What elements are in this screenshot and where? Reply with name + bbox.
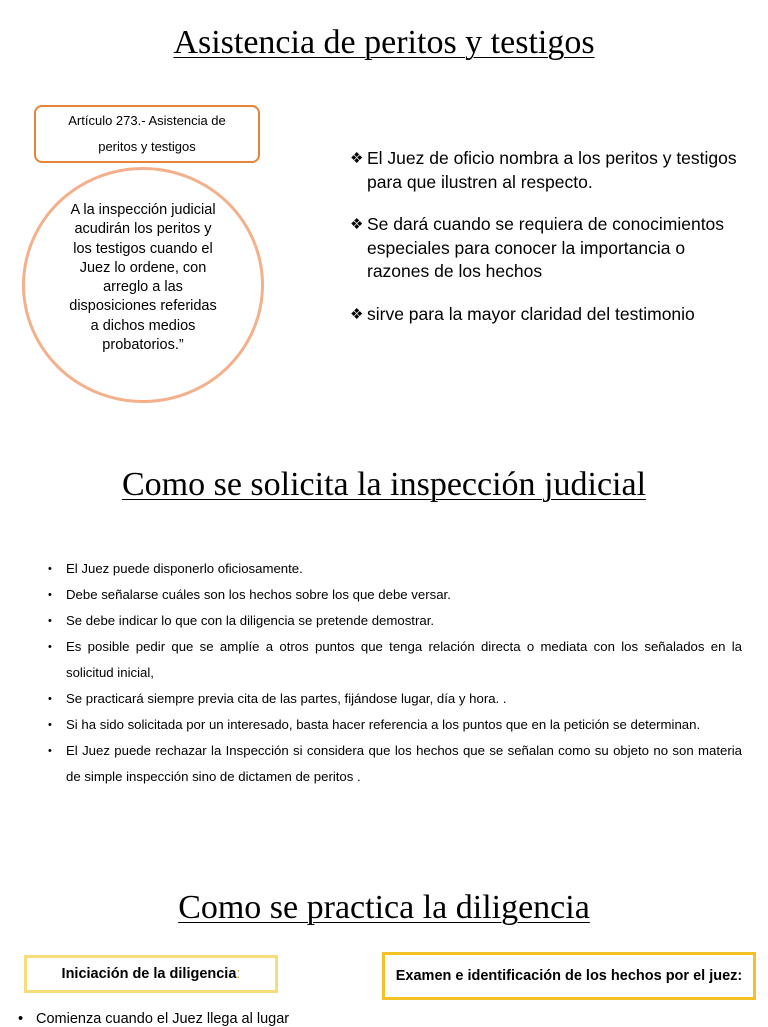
article-273-box bbox=[34, 105, 260, 163]
list-item: • Se practicará siempre previa cita de las partes, fijándose lugar, día y hora. . bbox=[48, 686, 742, 712]
section-title-diligencia: Como se practica la diligencia bbox=[178, 889, 590, 926]
examen-label: Examen e identificación de los hechos por el juez: bbox=[395, 967, 743, 984]
section-title-asistencia: Asistencia de peritos y testigos bbox=[173, 24, 595, 61]
examen-box bbox=[382, 952, 756, 1000]
list-item: • Si ha sido solicitada por un interesado, basta hacer referencia a los puntos que en la petición se determinan. bbox=[48, 712, 742, 738]
list-item: ❖ El Juez de oficio nombra a los peritos y testigos para que ilustren al respecto. bbox=[350, 148, 737, 192]
diamond-bullet-icon: ❖ bbox=[350, 216, 364, 233]
list-item: • Es posible pedir que se amplíe a otros puntos que tenga relación directa o mediata con los señalados en la solicitud inicial, bbox=[48, 634, 742, 686]
solicitud-list bbox=[48, 556, 742, 790]
diligencia-first-item bbox=[18, 1011, 289, 1027]
iniciacion-box bbox=[24, 955, 278, 993]
list-item: ❖ sirve para la mayor claridad del testimonio bbox=[350, 303, 750, 327]
list-item: • El Juez puede disponerlo oficiosamente. bbox=[48, 556, 742, 582]
iniciacion-colon: : bbox=[236, 966, 241, 982]
list-item: • El Juez puede rechazar la Inspección si considera que los hechos que se señalan como su objeto no son materia de simple inspección sino de dictamen de peritos . bbox=[48, 738, 742, 790]
section-title-solicitud: Como se solicita la inspección judicial bbox=[121, 466, 647, 503]
article-box-text: Artículo 273.- Asistencia de peritos y testigos bbox=[68, 113, 226, 154]
bullet-icon: • bbox=[18, 1011, 24, 1027]
diligencia-first-item-text: Comienza cuando el Juez llega al lugar bbox=[36, 1011, 290, 1027]
list-item: • Debe señalarse cuáles son los hechos sobre los que debe versar. bbox=[48, 582, 742, 608]
diamond-bullet-icon: ❖ bbox=[350, 150, 364, 167]
iniciacion-label: Iniciación de la diligencia bbox=[61, 966, 237, 982]
list-item: ❖ Se dará cuando se requiera de conocimientos especiales para conocer la importancia o razones de los hechos bbox=[350, 214, 725, 281]
list-item: • Se debe indicar lo que con la diligencia se pretende demostrar. bbox=[48, 608, 742, 634]
diamond-bullet-icon: ❖ bbox=[350, 305, 364, 323]
asistencia-points-list bbox=[350, 147, 750, 345]
circle-quote-text: A la inspección judicial acudirán los peritos y los testigos cuando el Juez lo ordene, con arreglo a las disposiciones referidas a dichos medios probatorios.” bbox=[69, 202, 217, 354]
